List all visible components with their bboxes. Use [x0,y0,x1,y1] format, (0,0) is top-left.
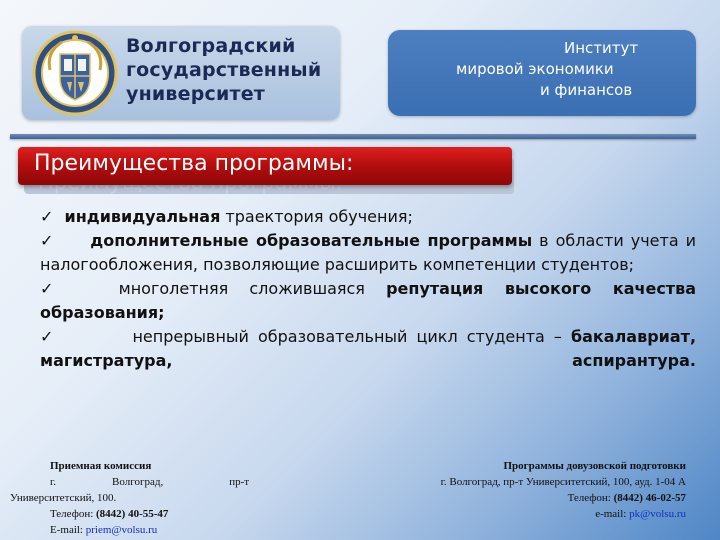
advantages-title: Преимущества программы: [34,151,354,176]
university-header-panel [22,26,340,120]
institute-name [388,38,696,101]
preuniversity-phone-number: (8442) 46-02-57 [613,492,686,504]
advantage-2-bold: дополнительные образовательные программы [90,231,533,250]
preuniversity-email-link[interactable]: pk@volsu.ru [629,508,686,520]
admissions-title: Приемная комиссия [50,460,152,472]
admissions-email-label: E-mail: [50,524,86,536]
institute-name-line-3: и финансов [540,81,633,99]
advantage-4-bold: бакалавриат, магистратура, аспирантура. [40,327,697,370]
admissions-address-line-1 [0,474,300,490]
list-item [40,277,696,325]
admissions-email-link[interactable]: priem@volsu.ru [85,524,158,536]
preuniversity-email-label: e-mail: [595,508,630,520]
list-item [40,229,696,277]
address-part-3: пр-т [229,476,250,488]
list-item [40,205,696,229]
admissions-phone-label: Телефон: [50,508,97,520]
check-mark-icon: ✓ [40,231,56,250]
advantage-1-bold: индивидуальная [64,207,221,226]
university-name-line-2: государственный [126,59,322,81]
admissions-phone-number: (8442) 40-55-47 [96,508,169,520]
check-mark-icon: ✓ [40,207,54,226]
address-part-1: г. [50,476,57,488]
advantage-1-text: траектория обучения; [220,207,413,226]
university-name [126,34,336,106]
preuniversity-address: г. Волгоград, пр-т Университетский, 100, ауд. 1-04 А [440,476,686,488]
institute-name-line-1: Институт [564,39,639,57]
list-item [40,325,696,373]
university-name-line-3: университет [126,83,266,105]
advantage-2-text: в области учета и налогообложения, позволяющие расширить компетенции студентов; [40,231,697,274]
admissions-email [0,522,300,538]
institute-name-line-2: мировой экономики [456,60,614,78]
preuniversity-phone-label: Телефон: [567,492,614,504]
check-mark-icon: ✓ [40,279,70,298]
admissions-phone [0,506,300,522]
advantage-3-bold: репутация высокого качества образования; [40,279,697,322]
advantages-list [40,205,696,373]
check-mark-icon: ✓ [40,327,58,346]
advantages-banner [18,147,512,185]
university-name-line-1: Волгоградский [126,35,296,57]
preuniversity-contacts [340,458,686,522]
university-logo [32,30,118,116]
preuniversity-phone [340,490,686,506]
institute-panel [388,30,696,116]
preuniversity-title: Программы довузовской подготовки [503,460,686,472]
preuniversity-email [340,506,686,522]
header-divider [10,134,696,139]
advantage-4-text: непрерывный образовательный цикл студента – [132,327,571,346]
address-part-2: Волгоград, [112,476,164,488]
advantage-3-text: многолетняя сложившаяся [118,279,387,298]
admissions-contacts [0,458,300,538]
admissions-address-line-2: Университетский, 100. [10,492,117,504]
